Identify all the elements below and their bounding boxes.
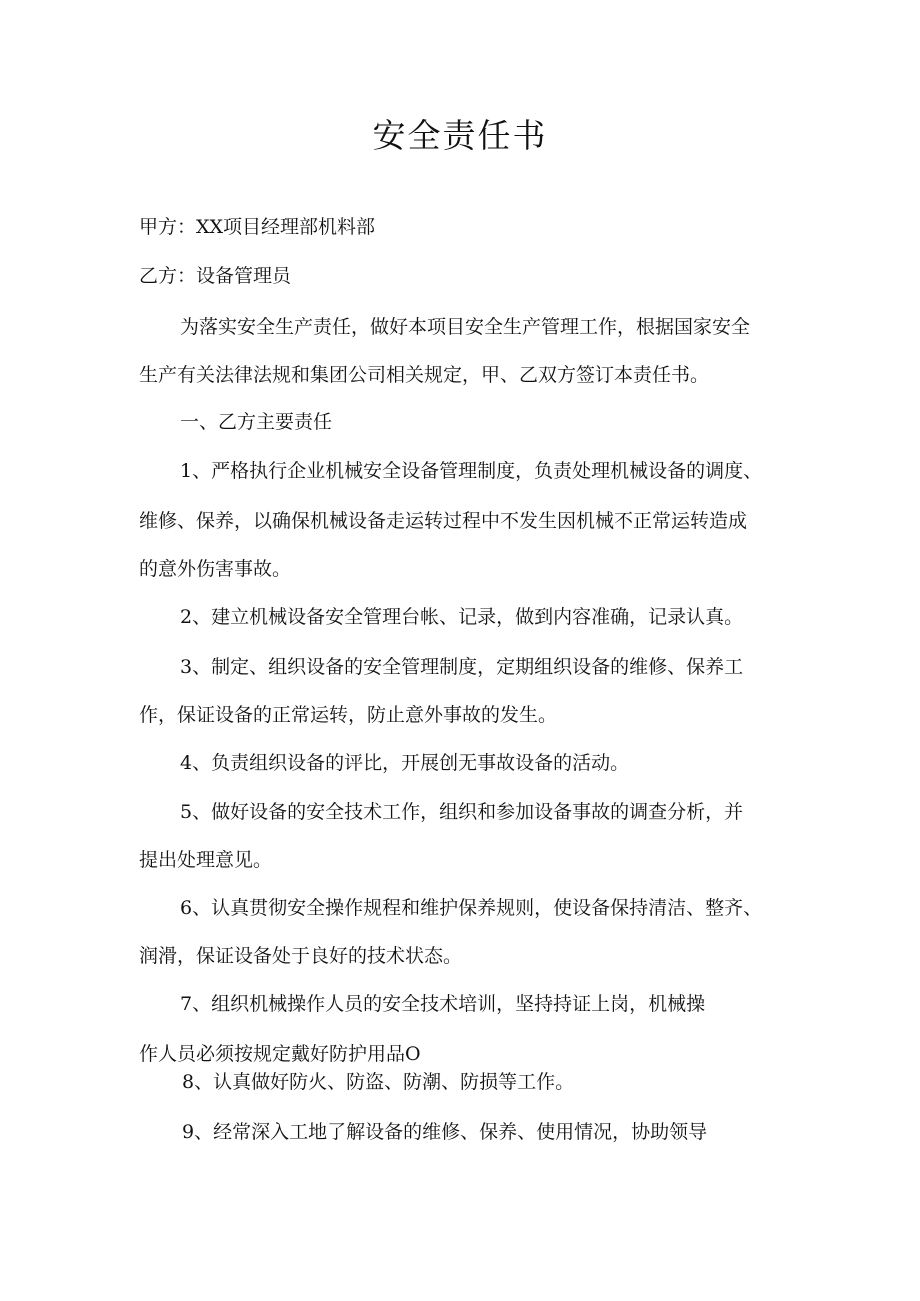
item-4-line: 4、负责组织设备的评比，开展创无事故设备的活动。	[180, 752, 630, 774]
party-b: 乙方：设备管理员	[139, 265, 292, 287]
item-6-line: 6、认真贯彻安全操作规程和维护保养规则，使设备保持清洁、整齐、	[180, 897, 763, 919]
item-1-line: 维修、保养，以确保机械设备走运转过程中不发生因机械不正常运转造成	[139, 510, 748, 532]
item-1-line: 的意外伤害事故。	[139, 558, 292, 580]
intro-line: 生产有关法律法规和集团公司相关规定，甲、乙双方签订本责任书。	[139, 364, 710, 386]
intro-line: 为落实安全生产责任，做好本项目安全生产管理工作，根据国家安全	[180, 316, 751, 338]
item-5-line: 5、做好设备的安全技术工作，组织和参加设备事故的调查分析，并	[180, 801, 744, 823]
document-title: 安全责任书	[372, 116, 548, 155]
section-heading: 一、乙方主要责任	[180, 411, 333, 433]
item-1-line: 1、严格执行企业机械安全设备管理制度，负责处理机械设备的调度、	[180, 460, 763, 482]
item-2-line: 2、建立机械设备安全管理台帐、记录，做到内容准确，记录认真。	[180, 606, 744, 628]
item-8-line: 8、认真做好防火、防盗、防潮、防损等工作。	[182, 1071, 575, 1093]
item-3-line: 3、制定、组织设备的安全管理制度，定期组织设备的维修、保养工	[180, 656, 744, 678]
item-6-line: 润滑，保证设备处于良好的技术状态。	[139, 945, 463, 967]
item-7-line: 作人员必须按规定戴好防护用品O	[139, 1043, 421, 1065]
party-a: 甲方：XX项目经理部机料部	[139, 216, 376, 238]
item-3-line: 作，保证设备的正常运转，防止意外事故的发生。	[139, 704, 558, 726]
item-5-line: 提出处理意见。	[139, 849, 273, 871]
item-9-line: 9、经常深入工地了解设备的维修、保养、使用情况，协助领导	[182, 1121, 708, 1143]
item-7-line: 7、组织机械操作人员的安全技术培训，坚持持证上岗，机械操	[180, 993, 706, 1015]
